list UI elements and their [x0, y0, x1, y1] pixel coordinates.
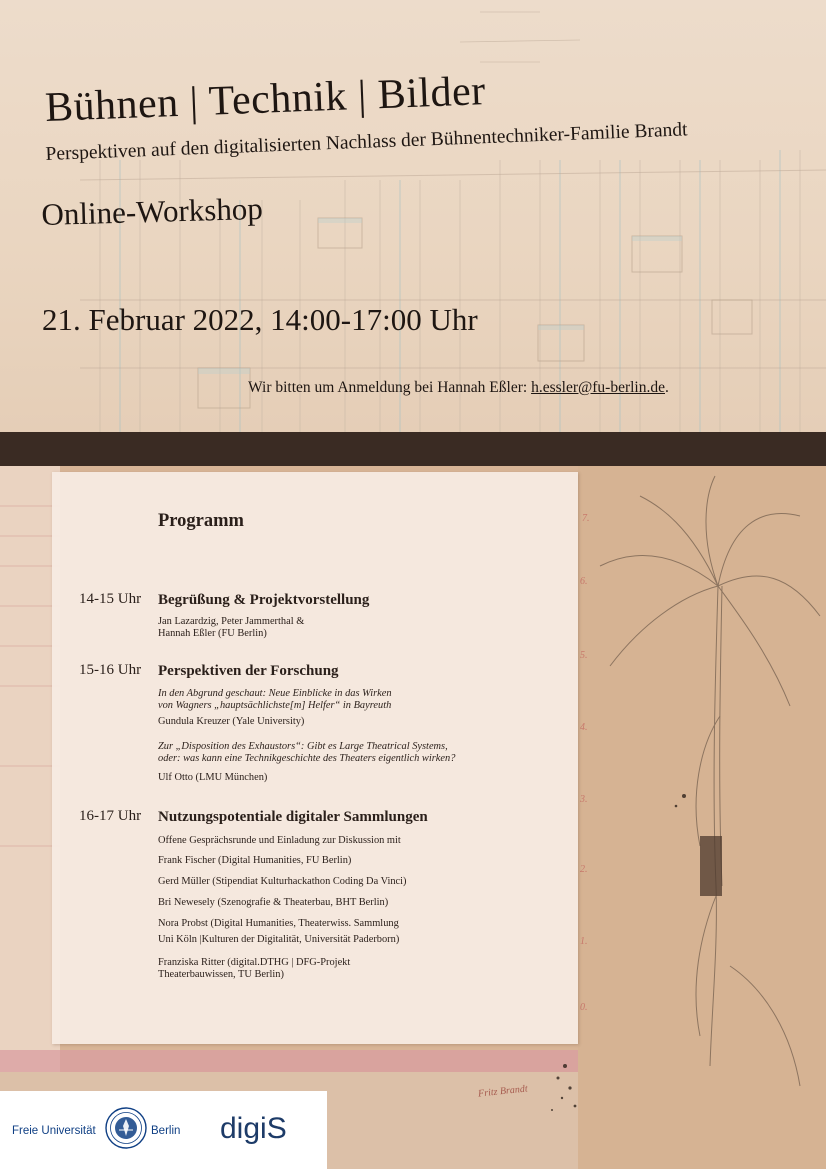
- talk-title-line: In den Abgrund geschaut: Neue Einblicke in das Wirken: [158, 688, 392, 699]
- session-time: 14-15 Uhr: [79, 591, 142, 607]
- svg-text:0.: 0.: [580, 1002, 588, 1013]
- session-line: Jan Lazardzig, Peter Jammerthal &: [158, 616, 305, 627]
- session-title: Nutzungspotentiale digitaler Sammlungen: [158, 809, 428, 825]
- svg-text:6.: 6.: [580, 576, 588, 587]
- divider-band: [0, 432, 826, 466]
- header-section: [0, 0, 826, 432]
- talk-speaker: Ulf Otto (LMU München): [158, 772, 268, 783]
- session-time: 16-17 Uhr: [79, 808, 142, 824]
- participant: Theaterbauwissen, TU Berlin): [158, 969, 284, 980]
- registration-text: Wir bitten um Anmeldung bei Hannah Eßler:: [248, 379, 532, 396]
- registration-suffix: .: [665, 379, 669, 396]
- talk-title-line: Zur „Disposition des Exhaustors“: Gibt es Large Theatrical Systems,: [158, 741, 448, 752]
- artist-signature: Fritz Brandt: [477, 1083, 529, 1100]
- participant: Frank Fischer (Digital Humanities, FU Berlin): [158, 855, 352, 866]
- svg-text:7.: 7.: [582, 513, 590, 524]
- svg-text:5.: 5.: [580, 650, 588, 661]
- talk-title-line: oder: was kann eine Technikgeschichte des Theaters eigentlich wirken?: [158, 753, 456, 764]
- program-heading: Programm: [158, 511, 244, 531]
- fu-seal-icon: [104, 1106, 148, 1150]
- digis-logo-text: digiS: [220, 1112, 287, 1145]
- talk-title-line: von Wagners „hauptsächlichste[m] Helfer“ in Bayreuth: [158, 700, 392, 711]
- event-date: 21. Februar 2022, 14:00-17:00 Uhr: [42, 302, 478, 337]
- registration-email-link[interactable]: h.essler@fu-berlin.de: [531, 379, 665, 396]
- registration-note: [248, 379, 669, 397]
- session-time: 15-16 Uhr: [79, 662, 142, 678]
- event-type: Online-Workshop: [40, 190, 264, 233]
- svg-text:1.: 1.: [580, 936, 588, 947]
- participant: Gerd Müller (Stipendiat Kulturhackathon Coding Da Vinci): [158, 876, 407, 887]
- svg-text:2.: 2.: [580, 864, 588, 875]
- svg-text:3.: 3.: [580, 794, 588, 805]
- participant: Nora Probst (Digital Humanities, Theaterwiss. Sammlung: [158, 918, 399, 929]
- session-title: Perspektiven der Forschung: [158, 663, 339, 679]
- fu-logo-text-left: Freie Universität: [12, 1125, 96, 1137]
- session-title: Begrüßung & Projektvorstellung: [158, 592, 370, 608]
- poster-subtitle: Perspektiven auf den digitalisierten Nachlass der Bühnentechniker-Familie Brandt: [45, 119, 688, 166]
- talk-speaker: Gundula Kreuzer (Yale University): [158, 716, 305, 727]
- participant: Bri Newesely (Szenografie & Theaterbau, BHT Berlin): [158, 897, 389, 908]
- session-line: Offene Gesprächsrunde und Einladung zur Diskussion mit: [158, 835, 401, 846]
- digis-logo: [218, 1108, 302, 1148]
- participant: Uni Köln |Kulturen der Digitalität, Universität Paderborn): [158, 934, 400, 945]
- poster-title: Bühnen | Technik | Bilder: [44, 68, 487, 132]
- fu-logo-text-right: Berlin: [151, 1125, 181, 1137]
- svg-text:4.: 4.: [580, 722, 588, 733]
- session-line: Hannah Eßler (FU Berlin): [158, 628, 267, 639]
- participant: Franziska Ritter (digital.DTHG | DFG-Projekt: [158, 957, 351, 968]
